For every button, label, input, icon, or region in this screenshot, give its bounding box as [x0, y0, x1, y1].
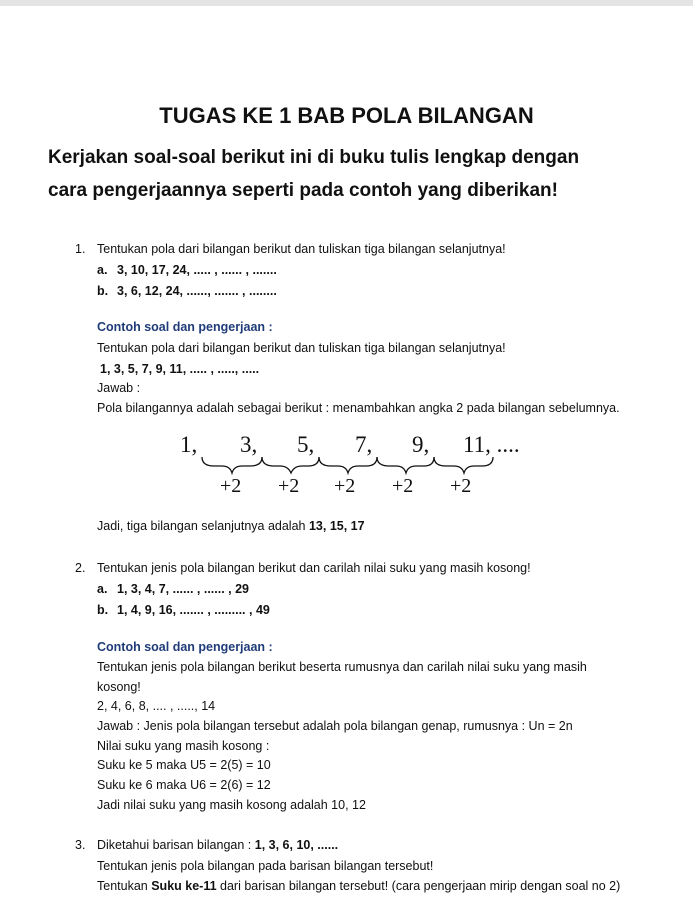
q1-example-seq: 1, 3, 5, 7, 9, 11, ..... , ....., ..... [100, 362, 260, 376]
diagram-step: +2 [278, 475, 300, 497]
q1-example-text: Tentukan pola dari bilangan berikut dan tuliskan tiga bilangan selanjutnya! [97, 341, 506, 355]
q2-example-heading: Contoh soal dan pengerjaan : [97, 640, 273, 654]
q1-jadi-answer: 13, 15, 17 [308, 519, 365, 533]
diagram-term: 9, [412, 432, 430, 457]
q3-line3-bold: Suku ke-11 [151, 879, 217, 893]
q2-example-line-2: kosong! [97, 680, 141, 694]
q1-b-text: 3, 6, 12, 24, ......, ....... , ........ [117, 284, 277, 298]
diagram-step: +2 [334, 475, 356, 497]
q2-jawab: Jawab : Jenis pola bilangan tersebut adalah pola bilangan genap, rumusnya : Un = 2n [97, 719, 573, 733]
q2-b-label: b. [97, 603, 109, 617]
q1-b-label: b. [97, 284, 109, 298]
diagram-term: 5, [297, 432, 315, 457]
q2-suku5: Suku ke 5 maka U5 = 2(5) = 10 [97, 758, 271, 772]
q1-a-text: 3, 10, 17, 24, ..... , ...... , ....... [117, 263, 277, 277]
brace-3 [319, 457, 377, 473]
brace-2 [262, 457, 319, 473]
q3-number: 3. [75, 838, 86, 852]
q3-line3-prefix: Tentukan [97, 879, 148, 893]
q1-jadi [97, 519, 365, 533]
q1-text: Tentukan pola dari bilangan berikut dan tuliskan tiga bilangan selanjutnya! [97, 242, 506, 256]
q1-example-heading: Contoh soal dan pengerjaan : [97, 320, 273, 334]
q2-example-line-1: Tentukan jenis pola bilangan berikut beserta rumusnya dan carilah nilai suku yang masih [97, 660, 587, 674]
q3-line-3 [97, 879, 620, 893]
q2-jadi: Jadi nilai suku yang masih kosong adalah 10, 12 [97, 798, 366, 812]
diagram-term: 7, [355, 432, 373, 457]
q2-suku6: Suku ke 6 maka U6 = 2(6) = 12 [97, 778, 271, 792]
brace-1 [202, 457, 262, 473]
q2-number: 2. [75, 561, 86, 575]
diagram-term: 11, .... [463, 432, 520, 457]
q1-jadi-prefix: Jadi, tiga bilangan selanjutnya adalah [97, 519, 306, 533]
instruction-line-2: cara pengerjaannya seperti pada contoh yang diberikan! [48, 180, 558, 201]
instruction-line-1: Kerjakan soal-soal berikut ini di buku tulis lengkap dengan [48, 147, 580, 168]
q3-text-seq: 1, 3, 6, 10, ...... [254, 838, 339, 852]
q2-nilai: Nilai suku yang masih kosong : [97, 739, 270, 753]
diagram-step: +2 [450, 475, 472, 497]
q2-text: Tentukan jenis pola bilangan berikut dan carilah nilai suku yang masih kosong! [97, 561, 531, 575]
diagram-term: 1, [180, 432, 198, 457]
q2-b-text: 1, 4, 9, 16, ....... , ......... , 49 [117, 603, 270, 617]
q3-line3-suffix: dari barisan bilangan tersebut! (cara pengerjaan mirip dengan soal no 2) [220, 879, 621, 893]
q1-number: 1. [75, 242, 86, 256]
q1-a-label: a. [97, 263, 108, 277]
diagram-step: +2 [392, 475, 414, 497]
page-title: TUGAS KE 1 BAB POLA BILANGAN [159, 103, 534, 128]
q3-text [97, 838, 338, 852]
diagram-step: +2 [220, 475, 242, 497]
q3-line-2: Tentukan jenis pola bilangan pada barisan bilangan tersebut! [97, 859, 434, 873]
q3-text-prefix: Diketahui barisan bilangan : [97, 838, 252, 852]
q2-a-text: 1, 3, 4, 7, ...... , ...... , 29 [117, 582, 250, 596]
q2-example-seq: 2, 4, 6, 8, .... , ....., 14 [97, 699, 216, 713]
diagram-term: 3, [240, 432, 258, 457]
q1-jawab: Jawab : [97, 381, 141, 395]
brace-4 [377, 457, 434, 473]
q2-a-label: a. [97, 582, 108, 596]
q1-pola: Pola bilangannya adalah sebagai berikut : menambahkan angka 2 pada bilangan sebelumnya. [97, 401, 620, 415]
brace-5 [434, 457, 493, 473]
